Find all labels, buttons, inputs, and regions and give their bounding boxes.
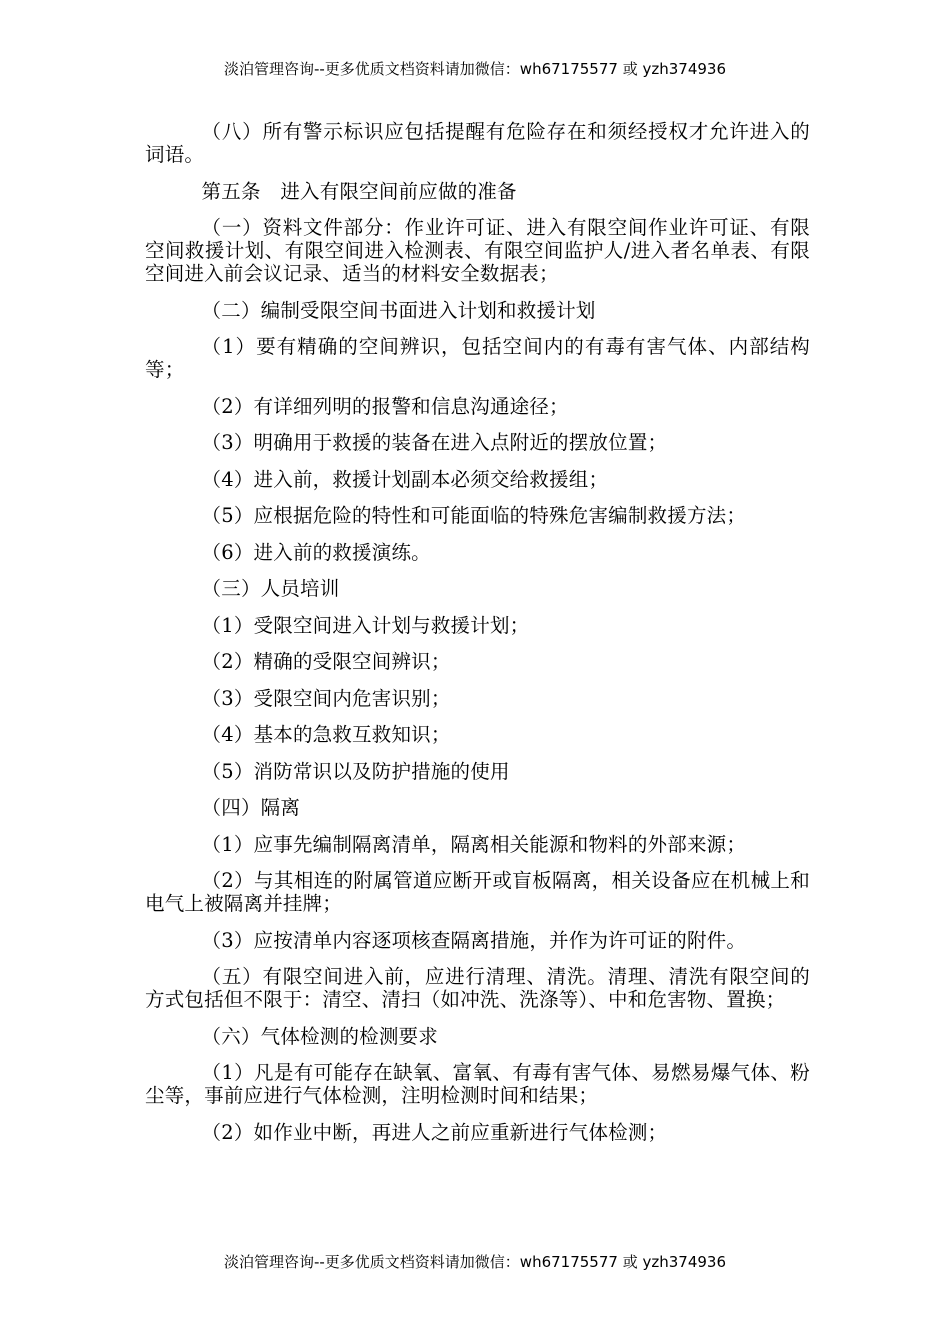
list-item: （1）应事先编制隔离清单，隔离相关能源和物料的外部来源； xyxy=(201,832,747,856)
paragraph-8-warning-signs: （八）所有警示标识应包括提醒有危险存在和须经授权才允许进入的词语。 xyxy=(145,120,810,166)
list-item: （3）受限空间内危害识别； xyxy=(201,686,451,710)
list-item: （2）与其相连的附属管道应断开或盲板隔离，相关设备应在机械上和电气上被隔离并挂牌； xyxy=(145,869,810,915)
list-item: （5）消防常识以及防护措施的使用 xyxy=(201,759,510,783)
list-item: （5）应根据危险的特性和可能面临的特殊危害编制救援方法； xyxy=(201,504,747,527)
list-item: （1）凡是有可能存在缺氧、富氧、有毒有害气体、易燃易爆气体、粉尘等，事前应进行气体检测，注明检测时间和结果； xyxy=(145,1061,810,1107)
article-5-heading: 第五条 进入有限空间前应做的准备 xyxy=(201,179,517,203)
list-item: （4）进入前，救援计划副本必须交给救援组； xyxy=(201,467,609,491)
paragraph-isolation-heading: （四）隔离 xyxy=(201,796,301,819)
document-body xyxy=(145,120,810,1157)
paragraph-training-heading: （三）人员培训 xyxy=(201,577,340,600)
page-header: 淡泊管理咨询--更多优质文档资料请加微信：wh67175577 或 yzh374936 xyxy=(223,60,726,78)
list-item: （2）精确的受限空间辨识； xyxy=(201,650,451,673)
list-item: （3）明确用于救援的装备在进入点附近的摆放位置； xyxy=(201,431,668,454)
page-footer: 淡泊管理咨询--更多优质文档资料请加微信：wh67175577 或 yzh374936 xyxy=(223,1253,726,1271)
list-item: （6）进入前的救援演练。 xyxy=(201,540,431,564)
list-item: （4）基本的急救互救知识； xyxy=(201,723,451,746)
list-item: （1）要有精确的空间辨识，包括空间内的有毒有害气体、内部结构等； xyxy=(145,335,810,381)
paragraph-documents: （一）资料文件部分：作业许可证、进入有限空间作业许可证、有限空间救援计划、有限空间进入检测表、有限空间监护人/进入者名单表、有限空间进入前会议记录、适当的材料安全数据表； xyxy=(145,216,810,285)
paragraph-cleaning: （五）有限空间进入前，应进行清理、清洗。清理、清洗有限空间的方式包括但不限于：清空、清扫（如冲洗、洗涤等）、中和危害物、置换； xyxy=(145,965,810,1011)
paragraph-entry-plan-heading: （二）编制受限空间书面进入计划和救援计划 xyxy=(201,298,596,322)
list-item: （1）受限空间进入计划与救援计划； xyxy=(201,613,530,637)
list-item: （2）如作业中断，再进人之前应重新进行气体检测； xyxy=(201,1120,668,1144)
paragraph-gas-detection-heading: （六）气体检测的检测要求 xyxy=(201,1024,438,1048)
list-item: （3）应按清单内容逐项核查隔离措施，并作为许可证的附件。 xyxy=(201,928,747,952)
list-item: （2）有详细列明的报警和信息沟通途径； xyxy=(201,394,569,418)
